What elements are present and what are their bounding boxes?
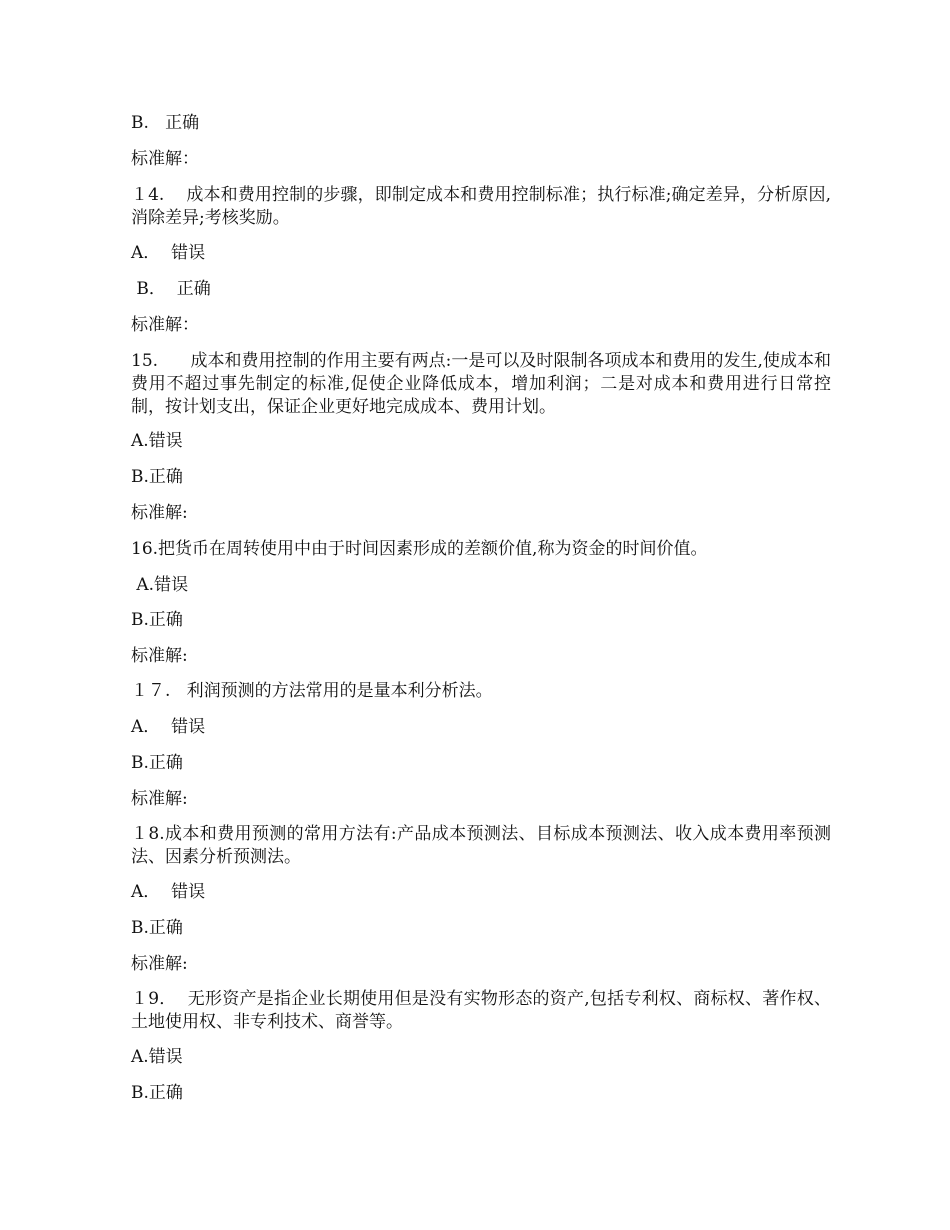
answer-label: 标准解： xyxy=(131,149,199,169)
option-b: B. 正确 xyxy=(131,113,200,133)
answer-label: 标准解： xyxy=(131,315,199,335)
option-a: A.错误 xyxy=(131,575,189,595)
question-15: 15. 成本和费用控制的作用主要有两点:一是可以及时限制各项成本和费用的发生,使成本和费用不超过事先制定的标准,促使企业降低成本，增加利润；二是对成本和费用进行日常控制，按计划支出，保证企业更好地完成成本、费用计划。 xyxy=(131,351,831,417)
option-b: B.正确 xyxy=(131,753,183,773)
answer-label: 标准解: xyxy=(131,646,188,666)
option-b: B.正确 xyxy=(131,918,183,938)
option-b: B.正确 xyxy=(131,610,183,630)
option-a: A． 错误 xyxy=(131,717,206,737)
question-17: １７. 利润预测的方法常用的是量本利分析法。 xyxy=(131,681,493,701)
question-18: １8.成本和费用预测的常用方法有:产品成本预测法、目标成本预测法、收入成本费用率预测法、因素分析预测法。 xyxy=(131,824,831,867)
question-16: 16.把货币在周转使用中由于时间因素形成的差额价值,称为资金的时间价值。 xyxy=(131,539,708,559)
option-a: A.错误 xyxy=(131,431,183,451)
option-b: B.正确 xyxy=(131,467,183,487)
answer-label: 标准解: xyxy=(131,503,188,523)
option-a: A． 错误 xyxy=(131,882,206,902)
option-a: A.错误 xyxy=(131,1047,183,1067)
answer-label: 标准解: xyxy=(131,789,188,809)
question-14: １4. 成本和费用控制的步骤，即制定成本和费用控制标准；执行标准;确定差异，分析原因,消除差异;考核奖励。 xyxy=(131,185,831,228)
option-a: A． 错误 xyxy=(131,243,206,263)
option-b: B.正确 xyxy=(131,1083,183,1103)
answer-label: 标准解: xyxy=(131,954,188,974)
option-b: B． 正确 xyxy=(131,279,211,299)
question-19: １9． 无形资产是指企业长期使用但是没有实物形态的资产,包括专利权、商标权、著作权、土地使用权、非专利技术、商誉等。 xyxy=(131,989,831,1032)
